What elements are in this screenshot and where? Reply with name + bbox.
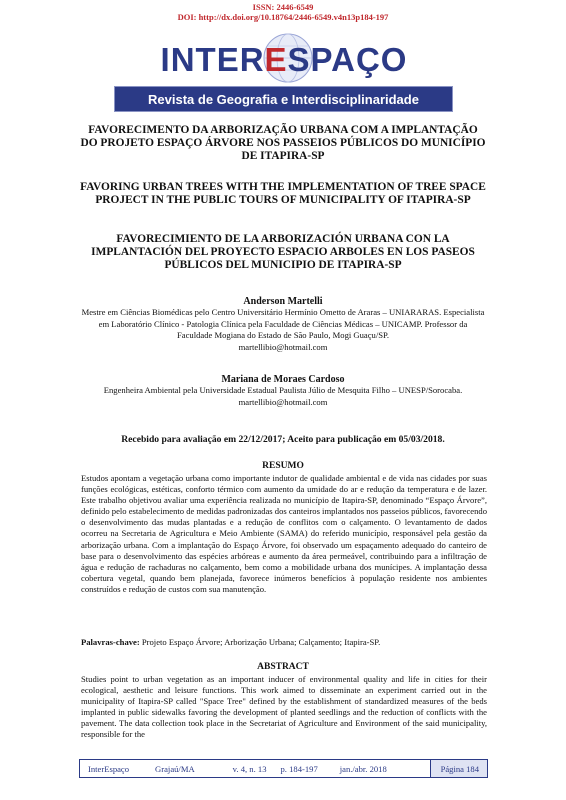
masthead-espaco: SPAÇO	[287, 41, 408, 78]
footer-volume: v. 4, n. 13	[232, 763, 267, 774]
title-portuguese: FAVORECIMENTO DA ARBORIZAÇÃO URBANA COM A IMPLANTAÇÃO DO PROJETO ESPAÇO ÁRVORE NOS PASSEIOS PÚBLICOS DO MUNICÍPIO DE ITAPIRA-SP	[80, 124, 486, 162]
author-email[interactable]: martellibio@hotmail.com	[238, 396, 328, 407]
keywords-label: Palavras-chave:	[81, 637, 140, 647]
author-affiliation: Mestre em Ciências Biomédicas pelo Centro Universitário Hermínio Ometto de Araras – UNIARARAS. Especialista em Laboratório Clínico - Patologia Clínica pela Faculdade de Ciências Médicas – UNICAMP. Professor da Faculdade Mogiana do Estado de São Paulo, Mogi Guaçu/SP.	[81, 307, 485, 341]
masthead-inter: INTER	[160, 41, 265, 78]
masthead-e: E	[264, 41, 288, 78]
svg-text:INTERESPAÇO	[161, 41, 408, 78]
footer-place: Grajaú/MA	[155, 763, 195, 774]
footer-page-number: Página 184	[430, 760, 487, 777]
journal-logo	[114, 27, 454, 85]
author-name: Mariana de Moraes Cardoso	[221, 374, 345, 385]
author-block	[81, 374, 485, 408]
title-english: FAVORING URBAN TREES WITH THE IMPLEMENTATION OF TREE SPACE PROJECT IN THE PUBLIC TOURS OF MUNICIPALITY OF ITAPIRA-SP	[80, 181, 486, 206]
abstract-text: Studies point to urban vegetation as an important inducer of environmental quality and life in cities for their ecological, aesthetic and leisure functions. This work aimed to disseminate an experiment carried out in the municipality of Itapira-SP called "Space Tree" defined by the establishment of standardized measures of the beds implanted in public sidewalks favoring the development of planted seedlings and the reduction of conflicts with the pavement. The data collection took place in the Secretariat of Agriculture and Environment of the said municipality, responsible for the	[81, 674, 487, 740]
resumo-heading: RESUMO	[262, 461, 304, 471]
submission-dates: Recebido para avaliação em 22/12/2017; Aceito para publicação em 05/03/2018.	[121, 434, 445, 445]
title-spanish: FAVORECIMIENTO DE LA ARBORIZACIÓN URBANA CON LA IMPLANTACIÓN DEL PROYECTO ESPACIO ARBOLES EN LOS PASEOS PÚBLICOS DEL MUNICIPIO DE ITAPIRA-SP	[91, 233, 475, 271]
keywords-text: Projeto Espaço Árvore; Arborização Urbana; Calçamento; Itapira-SP.	[139, 637, 381, 647]
author-name: Anderson Martelli	[243, 296, 323, 307]
keywords	[81, 637, 487, 647]
footer-journal: InterEspaço	[88, 763, 130, 774]
journal-subtitle-banner: Revista de Geografia e Interdisciplinaridade	[114, 86, 453, 112]
issn: ISSN: 2446-6549	[252, 2, 314, 12]
abstract-heading: ABSTRACT	[257, 662, 309, 672]
page-footer	[79, 759, 488, 778]
footer-pages: p. 184-197	[280, 763, 318, 774]
resumo-text: Estudos apontam a vegetação urbana como importante indutor de qualidade ambiental e de vida nas cidades por suas funções ecológicas, estéticas, conforto térmico com aumento da umidade do ar e redução da temperatura e de lazer. Este trabalho objetivou avaliar uma experiência realizada no município de Itapira-SP, denominado “Espaço Árvore”, definido pelo estabelecimento de medidas padronizadas dos canteiros implantados nos passeios públicos, favorecendo o desenvolvimento das mudas plantadas e a redução de conflitos com o calçamento. O levantamento de dados ocorreu na Secretaria de Agricultura e Meio Ambiente (SAMA) do referido município, responsável pela gestão da arborização urbana. Com a implantação do Espaço Árvore, foi observado um espaçamento adequado do canteiro de base para o desenvolvimento das espécies arbóreas e aumento da área permeável, contribuindo para a infiltração de água e redução de rachaduras no calçamento, bem como a mobilidade urbana dos munícipes. A implantação dessa cobertura vegetal, quando bem planejada, favorece inúmeros benefícios à população residente nos ambientes construídos e redução de custos com sua manutenção.	[81, 473, 487, 594]
author-block	[81, 296, 485, 353]
author-email[interactable]: martellibio@hotmail.com	[238, 341, 328, 352]
footer-date: jan./abr. 2018	[339, 763, 387, 774]
author-affiliation: Engenheira Ambiental pela Universidade Estadual Paulista Júlio de Mesquita Filho – UNESP/Sorocaba.	[103, 385, 463, 396]
doi-link[interactable]: DOI: http://dx.doi.org/10.18764/2446-6549.v4n13p184-197	[177, 12, 389, 22]
